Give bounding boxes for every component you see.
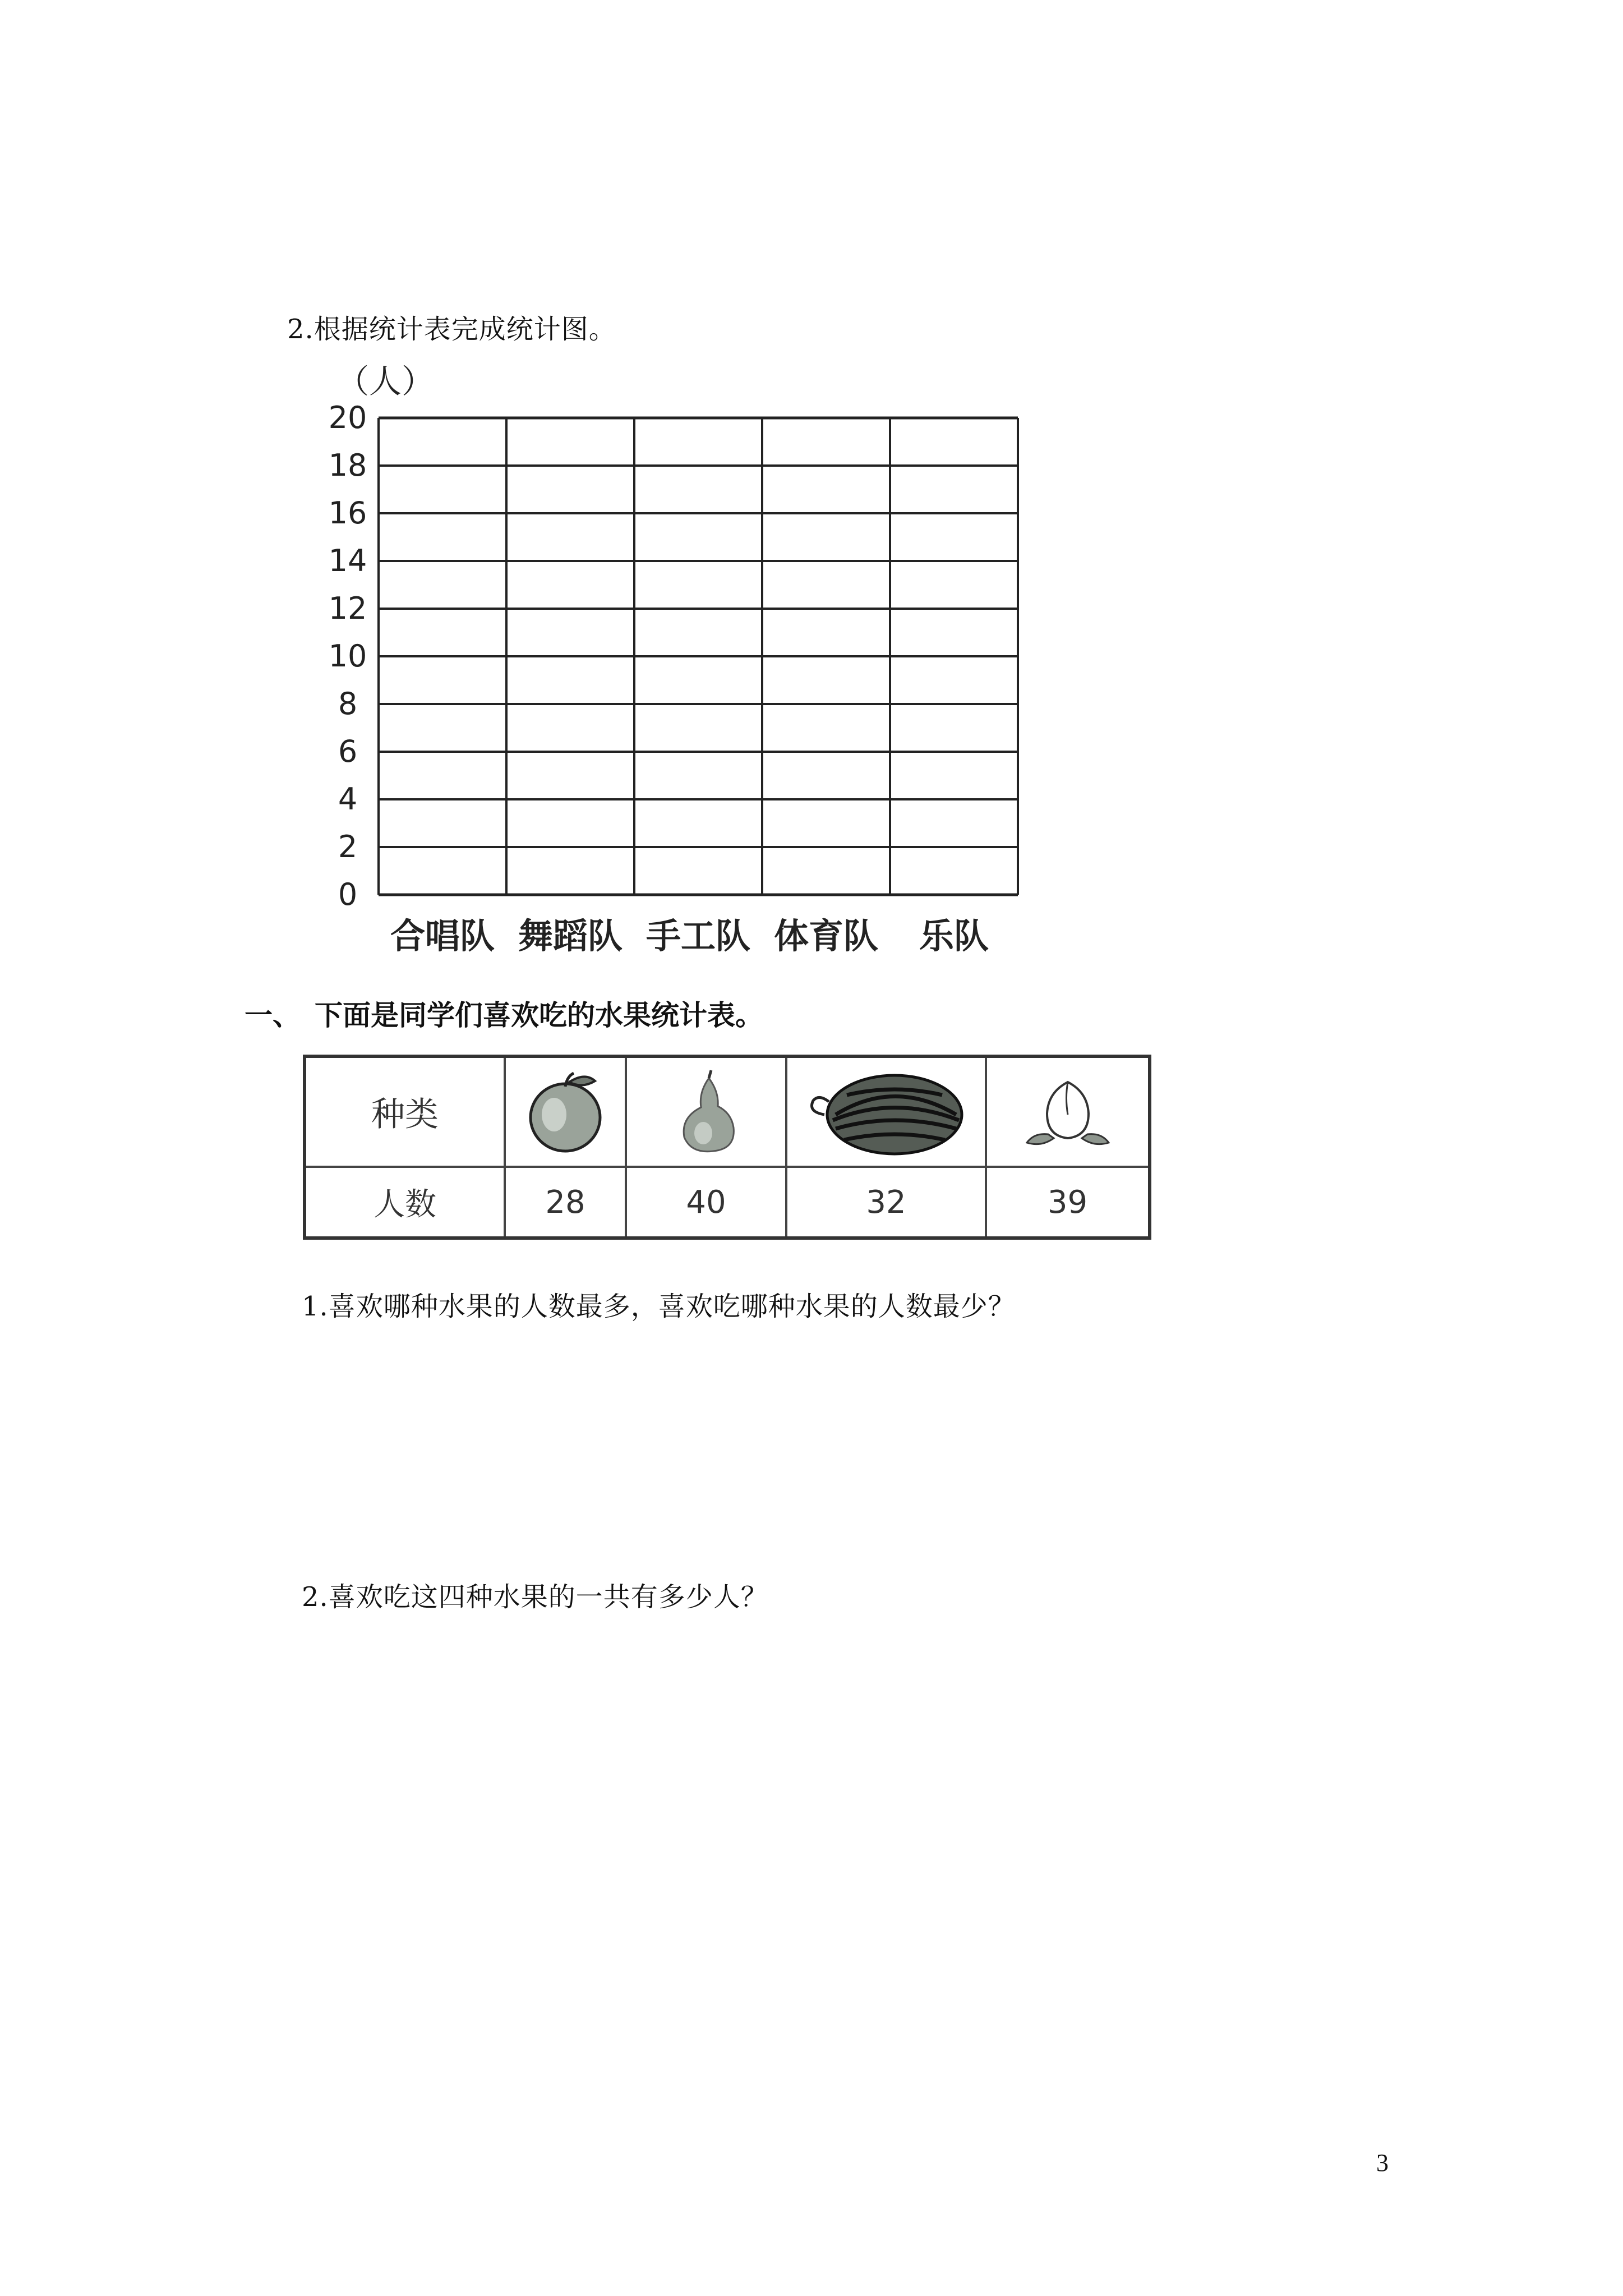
y-tick-label: 12	[328, 591, 367, 626]
watermelon-icon	[802, 1067, 970, 1157]
apple-count: 28	[505, 1167, 626, 1238]
y-tick-label: 20	[328, 400, 367, 435]
pear-count: 40	[626, 1167, 786, 1238]
y-tick-label: 18	[328, 448, 367, 483]
x-category-label: 乐队	[919, 915, 989, 956]
x-category-label: 体育队	[773, 915, 879, 956]
table-row-kind	[305, 1056, 1150, 1167]
y-tick-label: 2	[338, 829, 358, 864]
count-header: 人数	[305, 1167, 505, 1238]
peach-icon	[1015, 1070, 1121, 1154]
section-1-heading: 一、 下面是同学们喜欢吃的水果统计表。	[245, 999, 763, 1032]
x-category-label: 手工队	[645, 915, 751, 956]
pear-cell	[626, 1056, 786, 1167]
y-tick-label: 10	[328, 638, 367, 674]
question-1-2: 2.喜欢吃这四种水果的一共有多少人？	[302, 1581, 768, 1613]
question-1-1: 1.喜欢哪种水果的人数最多，喜欢吃哪种水果的人数最少？	[302, 1291, 1016, 1322]
y-tick-label: 6	[338, 734, 358, 769]
chart-svg	[292, 359, 1066, 976]
x-category-label: 舞蹈队	[518, 915, 623, 956]
page-number: 3	[1376, 2149, 1389, 2177]
peach-count: 39	[986, 1167, 1150, 1238]
apple-cell	[505, 1056, 626, 1167]
apple-icon	[523, 1070, 607, 1154]
y-tick-label: 0	[338, 877, 358, 912]
y-tick-label: 16	[328, 495, 367, 531]
pear-icon	[664, 1067, 748, 1157]
y-tick-label: 14	[328, 543, 367, 578]
watermelon-cell	[786, 1056, 986, 1167]
peach-cell	[986, 1056, 1150, 1167]
kind-header: 种类	[305, 1056, 505, 1167]
y-tick-label: 8	[338, 686, 358, 721]
table-row-count	[305, 1167, 1150, 1238]
question-2-prompt: 2.根据统计表完成统计图。	[287, 314, 616, 345]
fruit-table	[303, 1055, 1151, 1240]
bar-chart-grid	[292, 359, 1066, 976]
watermelon-count: 32	[786, 1167, 986, 1238]
x-category-label: 合唱队	[390, 915, 495, 956]
y-unit-label: （人）	[336, 362, 435, 401]
y-tick-label: 4	[338, 781, 358, 817]
